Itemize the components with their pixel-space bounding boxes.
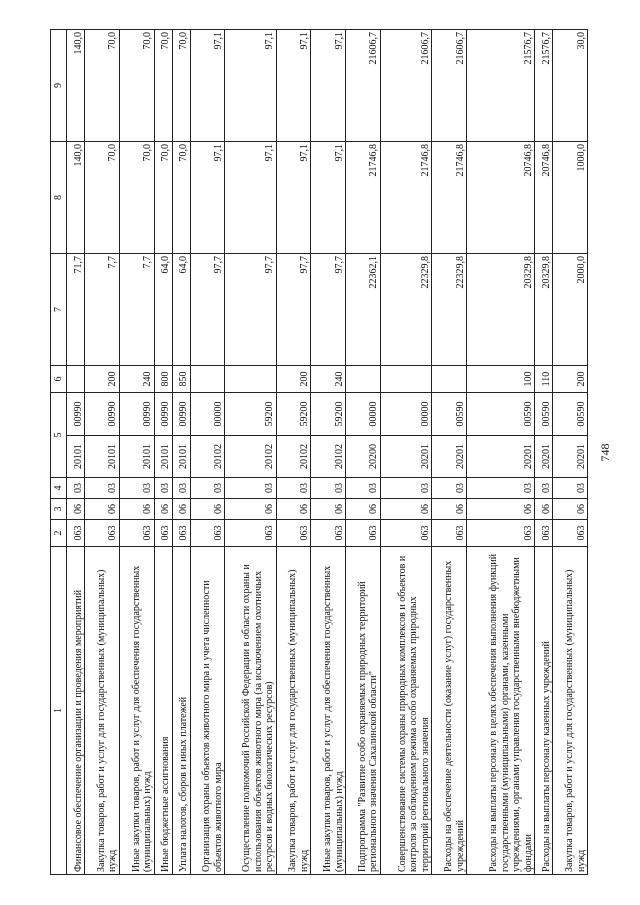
cell-code-5a: 20102 [225,436,276,478]
cell-value-8: 97,1 [276,142,311,254]
cell-code-2: 063 [225,520,276,547]
cell-code-5b: 00990 [172,393,190,436]
cell-value-9: 97,1 [190,30,225,142]
cell-code-2: 063 [85,520,120,547]
cell-code-5b: 59200 [276,393,311,436]
table-row [154,30,172,875]
cell-code-5a: 20102 [190,436,225,478]
cell-code-4: 03 [154,478,172,499]
cell-code-2: 063 [190,520,225,547]
cell-code-5a: 20101 [154,436,172,478]
budget-table [50,29,588,875]
table-row [85,30,120,875]
table-row [172,30,190,875]
cell-code-5b: 00000 [190,393,225,436]
cell-code-5b: 00000 [346,393,381,436]
cell-code-4: 03 [432,478,467,499]
cell-code-5b: 00590 [535,393,553,436]
cell-code-2: 063 [311,520,346,547]
cell-code-4: 03 [67,478,85,499]
document-page [50,30,610,875]
row-name: Закупка товаров, работ и услуг для государственных (муниципальных) нужд [85,547,120,875]
cell-code-6 [346,366,381,393]
cell-code-6: 110 [535,366,553,393]
row-name: Организация охраны объектов животного мира и учета численности объектов животного мира [190,547,225,875]
cell-code-4: 03 [190,478,225,499]
cell-code-5b: 00590 [432,393,467,436]
cell-code-4: 03 [553,478,588,499]
cell-value-9: 30,0 [553,30,588,142]
cell-value-9: 70,0 [172,30,190,142]
cell-code-4: 03 [311,478,346,499]
page-number: 748 [598,443,612,462]
cell-code-6: 240 [311,366,346,393]
cell-value-7: 7,7 [85,254,120,366]
cell-code-4: 03 [225,478,276,499]
cell-code-6: 240 [119,366,154,393]
table-row [553,30,588,875]
header-cell: 9 [51,30,67,142]
cell-code-6 [190,366,225,393]
cell-value-9: 21606,7 [432,30,467,142]
cell-code-6 [380,366,431,393]
cell-code-5a: 20201 [535,436,553,478]
cell-code-3: 06 [225,499,276,520]
cell-code-5b: 00590 [553,393,588,436]
cell-value-9: 70,0 [85,30,120,142]
row-name: Совершенствование системы охраны природных комплексов и объектов и контроля за соблюдением режима особо охраняемых природных территорий регионального значения [380,547,431,875]
cell-value-8: 21746,8 [380,142,431,254]
cell-code-6 [432,366,467,393]
header-cell: 6 [51,366,67,393]
row-name: Подпрограмма "Развитие особо охраняемых природных территорий регионального значения Сахалинской области" [346,547,381,875]
table-row [119,30,154,875]
cell-code-2: 063 [467,520,535,547]
cell-value-7: 71,7 [67,254,85,366]
row-name: Иные закупки товаров, работ и услуг для обеспечения государственных (муниципальных) нужд [119,547,154,875]
cell-value-8: 97,1 [190,142,225,254]
cell-value-7: 97,7 [276,254,311,366]
cell-code-2: 063 [119,520,154,547]
cell-value-9: 97,1 [311,30,346,142]
cell-code-5a: 20102 [276,436,311,478]
cell-value-7: 97,7 [311,254,346,366]
cell-value-8: 1000,0 [553,142,588,254]
cell-code-3: 06 [172,499,190,520]
cell-code-5a: 20201 [553,436,588,478]
cell-code-6: 200 [276,366,311,393]
header-cell: 7 [51,254,67,366]
cell-code-3: 06 [85,499,120,520]
cell-value-7: 97,7 [225,254,276,366]
cell-code-4: 03 [346,478,381,499]
cell-code-5b: 59200 [225,393,276,436]
cell-value-7: 22362,1 [346,254,381,366]
cell-code-4: 03 [85,478,120,499]
row-name: Финансовое обеспечение организации и проведения мероприятий [67,547,85,875]
table-row [535,30,553,875]
cell-value-8: 70,0 [119,142,154,254]
table-row [346,30,381,875]
cell-code-4: 03 [276,478,311,499]
cell-code-5a: 20101 [172,436,190,478]
cell-code-4: 03 [380,478,431,499]
cell-code-5a: 20101 [85,436,120,478]
cell-code-2: 063 [432,520,467,547]
row-name: Расходы на выплаты персоналу казенных учреждений [535,547,553,875]
cell-value-7: 64,0 [154,254,172,366]
header-cell: 1 [51,547,67,875]
cell-code-6: 200 [553,366,588,393]
cell-value-7: 7,7 [119,254,154,366]
cell-value-7: 20329,8 [535,254,553,366]
header-cell: 8 [51,142,67,254]
cell-code-4: 03 [467,478,535,499]
cell-code-4: 03 [119,478,154,499]
cell-code-3: 06 [119,499,154,520]
cell-value-9: 97,1 [225,30,276,142]
cell-code-6 [225,366,276,393]
cell-code-5a: 20201 [380,436,431,478]
cell-code-2: 063 [67,520,85,547]
cell-code-3: 06 [276,499,311,520]
cell-code-2: 063 [172,520,190,547]
table-row [467,30,535,875]
cell-code-3: 06 [190,499,225,520]
row-name: Расходы на выплаты персоналу в целях обеспечения выполнения функций государственными (муниципальными) органами, казенными учреждениями, органами управления государственными внебюджетными фондами [467,547,535,875]
cell-code-3: 06 [467,499,535,520]
cell-value-7: 97,7 [190,254,225,366]
cell-code-5b: 00590 [467,393,535,436]
cell-value-7: 20329,8 [467,254,535,366]
cell-code-2: 063 [346,520,381,547]
table-row [190,30,225,875]
cell-code-3: 06 [154,499,172,520]
cell-code-5a: 20201 [467,436,535,478]
cell-code-6 [67,366,85,393]
cell-code-5b: 00990 [119,393,154,436]
cell-code-2: 063 [380,520,431,547]
row-name: Закупка товаров, работ и услуг для государственных (муниципальных) нужд [553,547,588,875]
cell-code-5b: 59200 [311,393,346,436]
cell-value-8: 20746,8 [467,142,535,254]
header-cell: 3 [51,499,67,520]
cell-code-5a: 20201 [432,436,467,478]
cell-value-8: 140,0 [67,142,85,254]
header-row [51,30,67,875]
cell-value-8: 70,0 [85,142,120,254]
cell-code-6: 100 [467,366,535,393]
table-row [311,30,346,875]
cell-code-3: 06 [535,499,553,520]
table-row [380,30,431,875]
cell-code-2: 063 [535,520,553,547]
cell-code-4: 03 [172,478,190,499]
cell-value-8: 21746,8 [346,142,381,254]
cell-value-7: 64,0 [172,254,190,366]
cell-value-8: 97,1 [311,142,346,254]
cell-code-2: 063 [276,520,311,547]
table-row [276,30,311,875]
cell-value-8: 20746,8 [535,142,553,254]
header-cell: 2 [51,520,67,547]
row-name: Осуществление полномочий Российской Федерации в области охраны и использования объектов животного мира (за исключением охотничьих ресурсов и водных биологических ресурсов) [225,547,276,875]
rotated-content [50,30,610,875]
cell-value-9: 70,0 [154,30,172,142]
header-cell: 5 [51,393,67,478]
cell-value-7: 22329,8 [432,254,467,366]
cell-code-5a: 20200 [346,436,381,478]
cell-value-7: 2000,0 [553,254,588,366]
row-name: Иные закупки товаров, работ и услуг для обеспечения государственных (муниципальных) нужд [311,547,346,875]
cell-code-3: 06 [67,499,85,520]
cell-code-3: 06 [380,499,431,520]
cell-value-9: 97,1 [276,30,311,142]
cell-code-5b: 00000 [380,393,431,436]
cell-code-5b: 00990 [67,393,85,436]
table-row [432,30,467,875]
cell-value-9: 21576,7 [467,30,535,142]
cell-code-3: 06 [346,499,381,520]
cell-value-8: 70,0 [154,142,172,254]
cell-code-3: 06 [311,499,346,520]
cell-code-6: 800 [154,366,172,393]
row-name: Закупка товаров, работ и услуг для государственных (муниципальных) нужд [276,547,311,875]
cell-code-5a: 20101 [67,436,85,478]
cell-value-8: 21746,8 [432,142,467,254]
row-name: Иные бюджетные ассигнования [154,547,172,875]
cell-value-9: 21606,7 [346,30,381,142]
cell-code-3: 06 [432,499,467,520]
cell-code-5b: 00990 [154,393,172,436]
cell-value-9: 21606,7 [380,30,431,142]
cell-code-6: 850 [172,366,190,393]
cell-code-2: 063 [553,520,588,547]
cell-value-9: 70,0 [119,30,154,142]
cell-code-5b: 00990 [85,393,120,436]
cell-code-6: 200 [85,366,120,393]
cell-value-8: 97,1 [225,142,276,254]
row-name: Расходы на обеспечение деятельности (оказание услуг) государственных учреждений [432,547,467,875]
cell-code-2: 063 [154,520,172,547]
cell-value-9: 21576,7 [535,30,553,142]
cell-value-9: 140,0 [67,30,85,142]
cell-code-3: 06 [553,499,588,520]
cell-code-5a: 20102 [311,436,346,478]
cell-code-5a: 20101 [119,436,154,478]
cell-value-7: 22329,8 [380,254,431,366]
cell-value-8: 70,0 [172,142,190,254]
row-name: Уплата налогов, сборов и иных платежей [172,547,190,875]
cell-code-4: 03 [535,478,553,499]
table-row [225,30,276,875]
table-row [67,30,85,875]
header-cell: 4 [51,478,67,499]
